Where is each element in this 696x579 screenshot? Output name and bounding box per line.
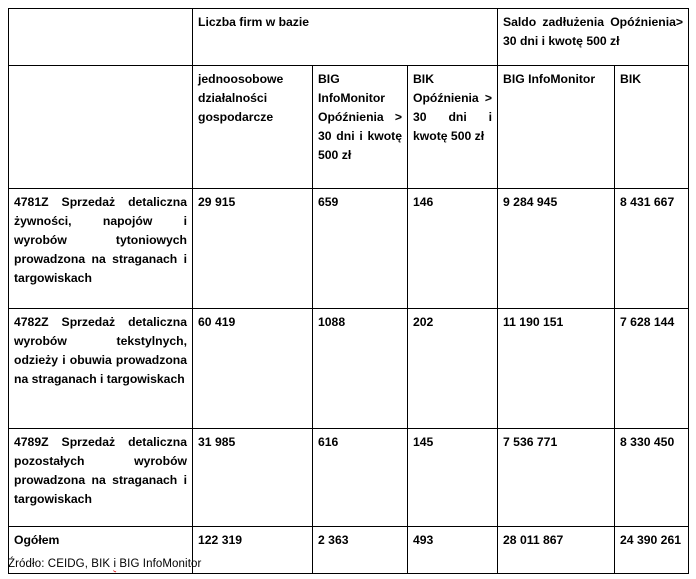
row-category-total: Ogółem (9, 527, 193, 574)
header-group-empty (9, 9, 193, 66)
source-suffix: BIG InfoMonitor (116, 558, 202, 570)
cell-big-amount: 11 190 151 (498, 309, 615, 429)
cell-ceidg-total: 122 319 (193, 527, 313, 574)
column-header-bik-count: BIK Opóźnienia > 30 dni i kwotę 500 zł (408, 66, 498, 189)
cell-big-amount: 7 536 771 (498, 429, 615, 527)
column-header-ceidg: jednoosobowe działalności gospodarcze (193, 66, 313, 189)
cell-big-count: 1088 (313, 309, 408, 429)
column-header-big-count: BIG InfoMonitor Opóźnienia > 30 dni i kwotę 500 zł (313, 66, 408, 189)
cell-bik-count: 202 (408, 309, 498, 429)
cell-bik-amount: 8 330 450 (615, 429, 689, 527)
header-group-firms: Liczba firm w bazie (193, 9, 498, 66)
cell-ceidg: 60 419 (193, 309, 313, 429)
row-category: 4782Z Sprzedaż detaliczna wyrobów tekstylnych, odzieży i obuwia prowadzona na straganach i targowiskach (9, 309, 193, 429)
cell-big-amount: 9 284 945 (498, 189, 615, 309)
cell-bik-amount-total: 24 390 261 (615, 527, 689, 574)
cell-bik-count: 145 (408, 429, 498, 527)
source-note (8, 558, 201, 570)
cell-ceidg: 29 915 (193, 189, 313, 309)
cell-ceidg: 31 985 (193, 429, 313, 527)
column-header-big-amount: BIG InfoMonitor (498, 66, 615, 189)
cell-big-amount-total: 28 011 867 (498, 527, 615, 574)
row-category: 4789Z Sprzedaż detaliczna pozostałych wyrobów prowadzona na straganach i targowiskach (9, 429, 193, 527)
table-row (9, 189, 689, 309)
table-row (9, 309, 689, 429)
cell-big-count-total: 2 363 (313, 527, 408, 574)
header-group-debt: Saldo zadłużenia Opóźnienia> 30 dni i kwotę 500 zł (498, 9, 689, 66)
cell-bik-amount: 7 628 144 (615, 309, 689, 429)
row-category: 4781Z Sprzedaż detaliczna żywności, napojów i wyrobów tytoniowych prowadzona na straganach i targowiskach (9, 189, 193, 309)
cell-bik-count: 146 (408, 189, 498, 309)
cell-bik-count-total: 493 (408, 527, 498, 574)
cell-big-count: 659 (313, 189, 408, 309)
column-header-category (9, 66, 193, 189)
table-header-row (9, 66, 689, 189)
cell-big-count: 616 (313, 429, 408, 527)
cell-bik-amount: 8 431 667 (615, 189, 689, 309)
statistics-table (8, 8, 689, 574)
source-prefix: Źródło: CEIDG, BIK (8, 558, 114, 570)
source-spellcheck-word: i (113, 558, 117, 570)
table-header-group-row (9, 9, 689, 66)
column-header-bik-amount: BIK (615, 66, 689, 189)
table-row (9, 429, 689, 527)
